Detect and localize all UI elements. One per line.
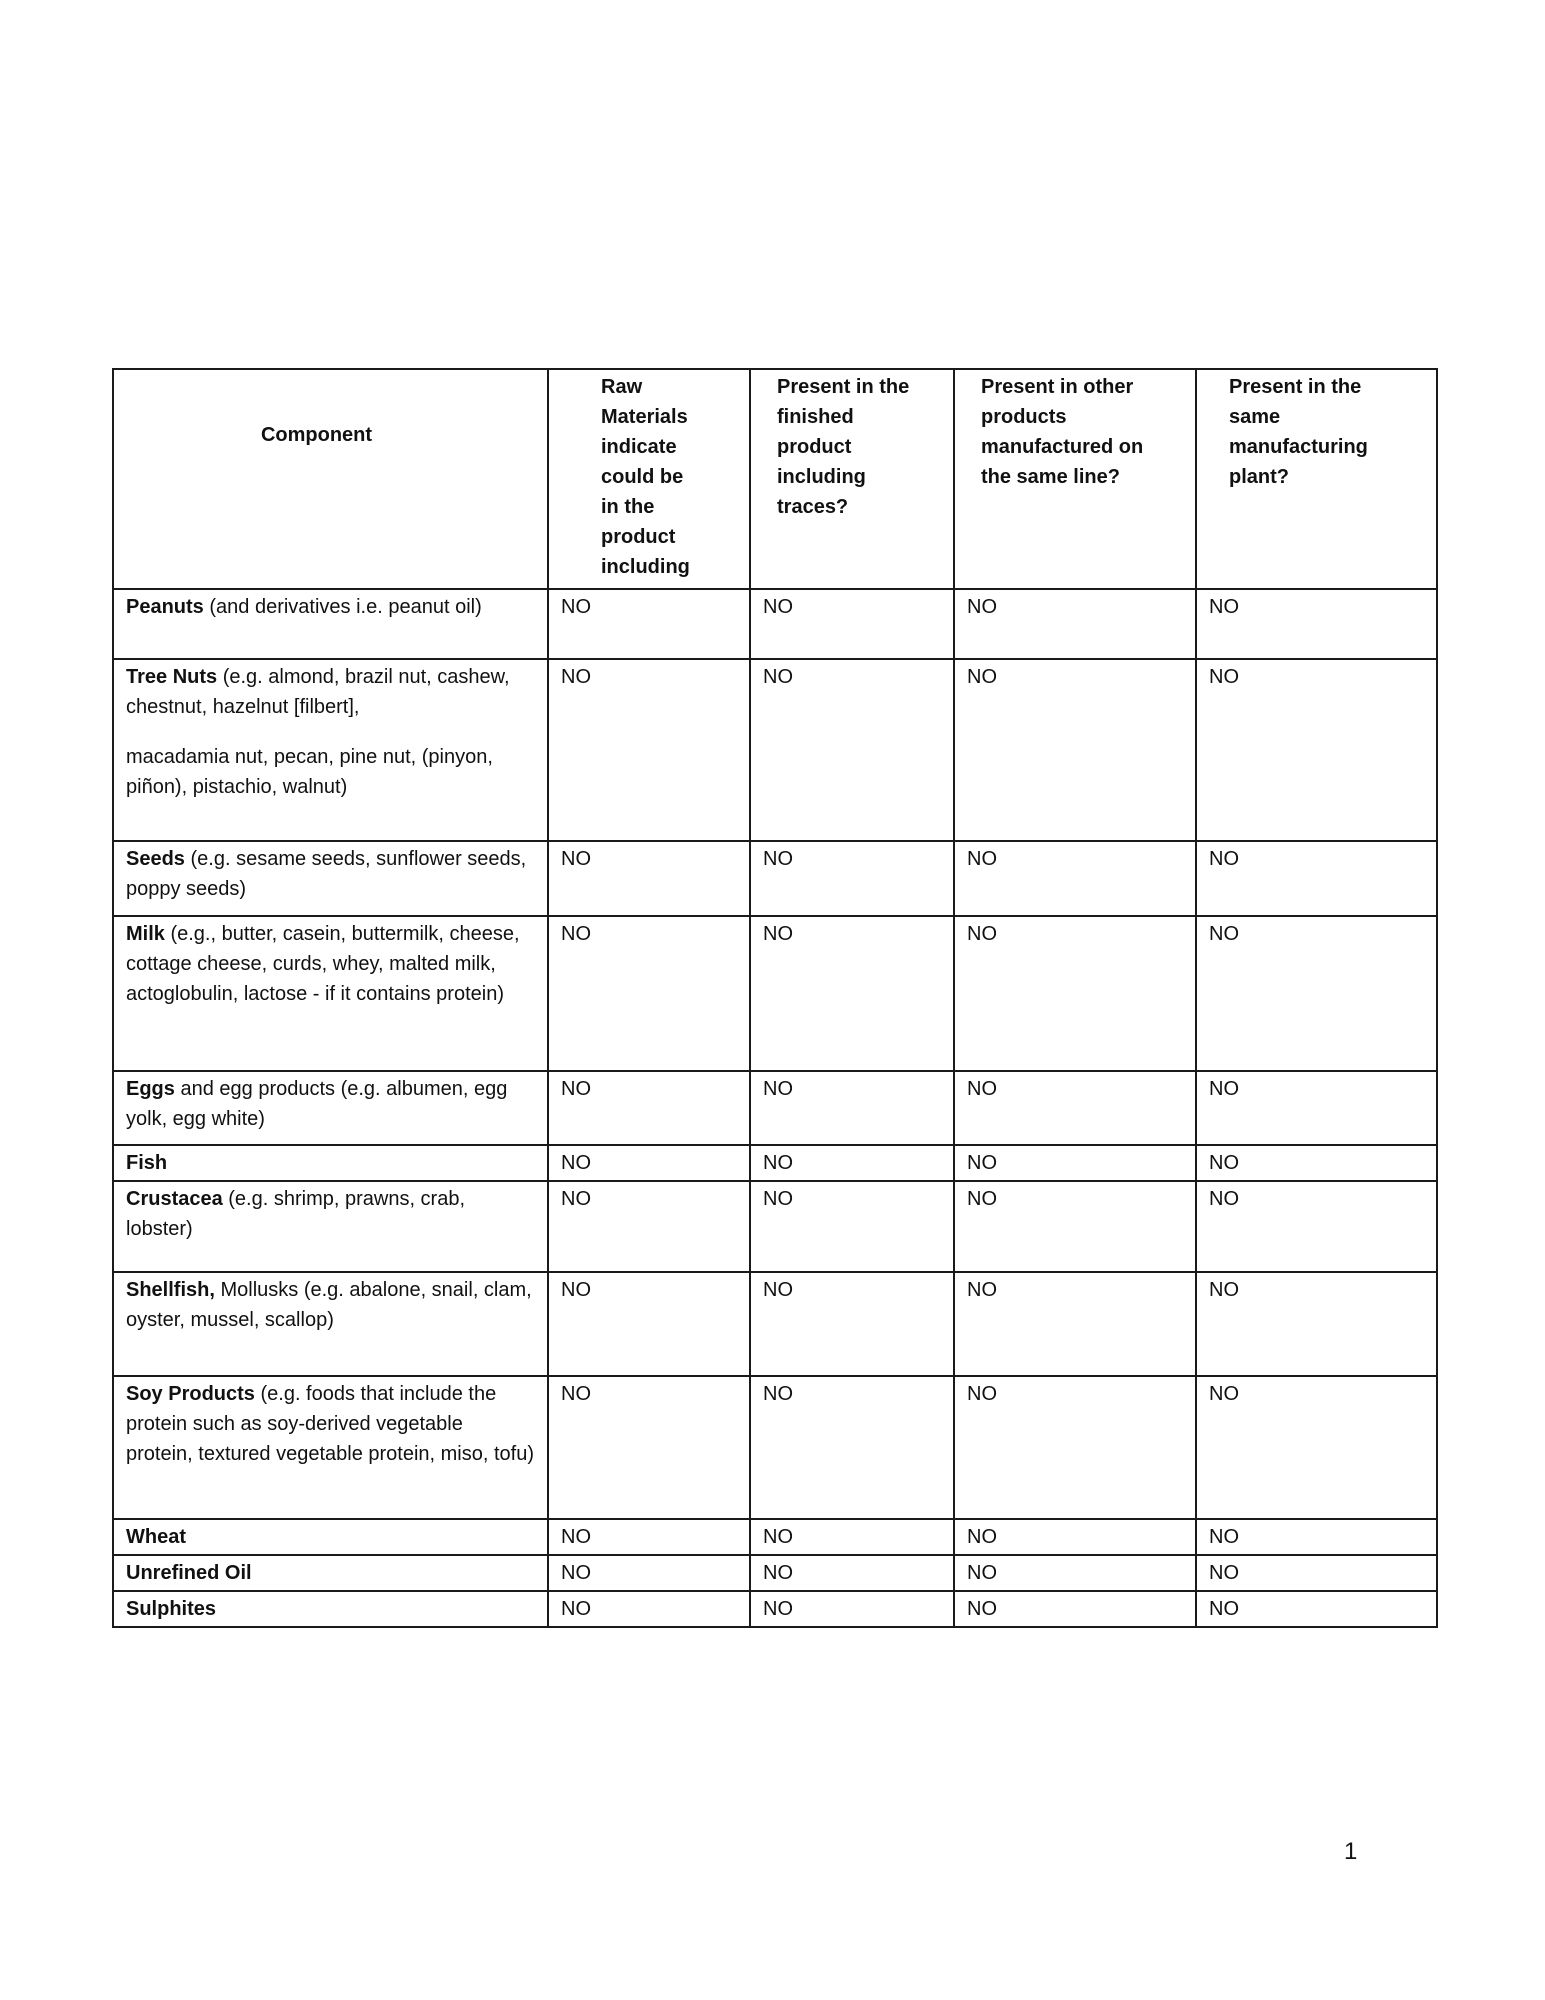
table-row <box>113 1519 1437 1555</box>
same-line-value: NO <box>954 1145 1196 1181</box>
component-cell <box>113 1555 548 1591</box>
finished-product-value: NO <box>750 1181 954 1272</box>
finished-product-value: NO <box>750 1376 954 1519</box>
component-description: (e.g. shrimp, prawns, crab, lobster) <box>126 1188 466 1240</box>
component-name: Soy Products <box>126 1383 255 1405</box>
same-line-value: NO <box>954 1071 1196 1145</box>
table-row <box>113 589 1437 659</box>
finished-product-value: NO <box>750 1591 954 1627</box>
allergen-table <box>112 368 1438 1628</box>
component-cell <box>113 841 548 916</box>
same-plant-value: NO <box>1196 659 1437 841</box>
same-plant-value: NO <box>1196 1376 1437 1519</box>
same-plant-value: NO <box>1196 1591 1437 1627</box>
table-row <box>113 841 1437 916</box>
finished-product-value: NO <box>750 916 954 1071</box>
component-cell <box>113 1519 548 1555</box>
finished-product-value: NO <box>750 1519 954 1555</box>
finished-product-value: NO <box>750 1272 954 1376</box>
same-plant-header: Present in the same manufacturing plant? <box>1196 369 1437 589</box>
finished-product-value: NO <box>750 841 954 916</box>
component-header: Component <box>113 369 548 589</box>
table-row <box>113 1145 1437 1181</box>
component-name: Shellfish, <box>126 1279 215 1301</box>
raw-materials-value: NO <box>548 916 750 1071</box>
raw-materials-value: NO <box>548 841 750 916</box>
table-row <box>113 1376 1437 1519</box>
raw-materials-value: NO <box>548 1591 750 1627</box>
same-line-value: NO <box>954 841 1196 916</box>
component-cell <box>113 1071 548 1145</box>
raw-materials-value: NO <box>548 589 750 659</box>
raw-materials-header: Raw Materials indicate could be in the product including <box>548 369 750 589</box>
same-line-header: Present in other products manufactured on the same line? <box>954 369 1196 589</box>
component-description: (e.g. almond, brazil nut, cashew, chestnut, hazelnut [filbert], <box>126 666 510 718</box>
same-line-value: NO <box>954 1519 1196 1555</box>
component-name: Sulphites <box>126 1598 217 1620</box>
component-cell <box>113 1591 548 1627</box>
component-cell <box>113 1145 548 1181</box>
component-name: Peanuts <box>126 596 204 618</box>
same-plant-value: NO <box>1196 1071 1437 1145</box>
finished-product-value: NO <box>750 1555 954 1591</box>
same-line-value: NO <box>954 659 1196 841</box>
component-description: (e.g. foods that include the protein such as soy-derived vegetable protein, textured vegetable protein, miso, tofu) <box>126 1383 535 1465</box>
same-line-value: NO <box>954 916 1196 1071</box>
component-description: (e.g. sesame seeds, sunflower seeds, poppy seeds) <box>126 848 527 900</box>
same-plant-value: NO <box>1196 841 1437 916</box>
component-description-continued: macadamia nut, pecan, pine nut, (pinyon, piñon), pistachio, walnut) <box>126 746 493 798</box>
component-name: Crustacea <box>126 1188 223 1210</box>
component-name: Fish <box>126 1152 168 1174</box>
component-name: Milk <box>126 923 165 945</box>
same-line-value: NO <box>954 1272 1196 1376</box>
component-cell <box>113 916 548 1071</box>
raw-materials-value: NO <box>548 1272 750 1376</box>
same-plant-value: NO <box>1196 1519 1437 1555</box>
raw-materials-value: NO <box>548 1181 750 1272</box>
raw-materials-value: NO <box>548 1071 750 1145</box>
table-row <box>113 1071 1437 1145</box>
same-plant-value: NO <box>1196 589 1437 659</box>
same-line-value: NO <box>954 1555 1196 1591</box>
component-description: and egg products (e.g. albumen, egg yolk, egg white) <box>126 1078 508 1130</box>
component-name: Eggs <box>126 1078 175 1100</box>
finished-product-value: NO <box>750 1145 954 1181</box>
raw-materials-value: NO <box>548 1519 750 1555</box>
component-cell <box>113 659 548 841</box>
same-line-value: NO <box>954 1376 1196 1519</box>
component-description: (and derivatives i.e. peanut oil) <box>203 596 482 618</box>
raw-materials-value: NO <box>548 1376 750 1519</box>
component-cell <box>113 1181 548 1272</box>
component-cell <box>113 589 548 659</box>
same-line-value: NO <box>954 1181 1196 1272</box>
table-row <box>113 1181 1437 1272</box>
table-row <box>113 1591 1437 1627</box>
same-plant-value: NO <box>1196 1181 1437 1272</box>
raw-materials-value: NO <box>548 659 750 841</box>
raw-materials-value: NO <box>548 1555 750 1591</box>
raw-materials-value: NO <box>548 1145 750 1181</box>
finished-product-value: NO <box>750 659 954 841</box>
component-cell <box>113 1376 548 1519</box>
component-description: (e.g., butter, casein, buttermilk, cheese, cottage cheese, curds, whey, malted milk, actoglobulin, lactose - if it contains protein) <box>126 923 520 1005</box>
component-name: Seeds <box>126 848 185 870</box>
finished-product-value: NO <box>750 1071 954 1145</box>
table-row <box>113 1555 1437 1591</box>
header-row <box>113 369 1437 589</box>
same-line-value: NO <box>954 589 1196 659</box>
finished-product-header: Present in the finished product including traces? <box>750 369 954 589</box>
same-plant-value: NO <box>1196 916 1437 1071</box>
component-name: Unrefined Oil <box>126 1562 252 1584</box>
finished-product-value: NO <box>750 589 954 659</box>
table-row <box>113 1272 1437 1376</box>
component-name: Tree Nuts <box>126 666 218 688</box>
component-cell <box>113 1272 548 1376</box>
same-line-value: NO <box>954 1591 1196 1627</box>
table-row <box>113 916 1437 1071</box>
table-row <box>113 659 1437 841</box>
component-name: Wheat <box>126 1526 186 1548</box>
same-plant-value: NO <box>1196 1145 1437 1181</box>
same-plant-value: NO <box>1196 1272 1437 1376</box>
same-plant-value: NO <box>1196 1555 1437 1591</box>
component-description: Mollusks (e.g. abalone, snail, clam, oyster, mussel, scallop) <box>126 1279 532 1331</box>
page-number: 1 <box>1344 1838 1358 1865</box>
